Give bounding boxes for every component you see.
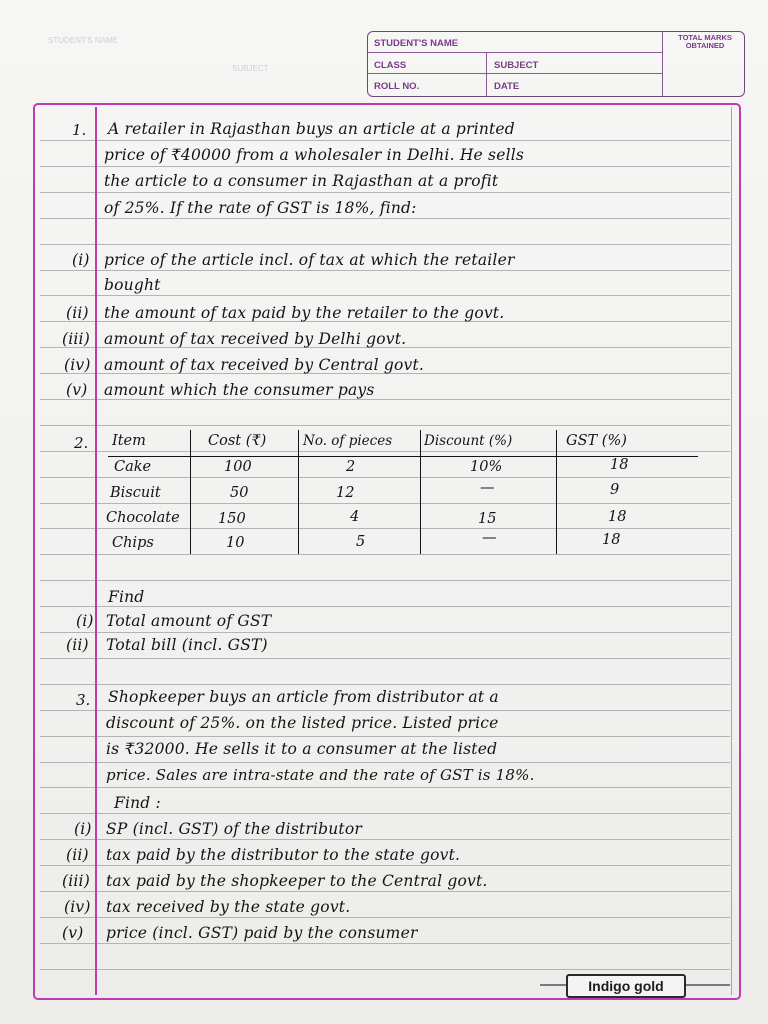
question-3-part: price (incl. GST) paid by the consumer xyxy=(106,924,418,942)
table-cell: 18 xyxy=(608,509,627,525)
table-header: No. of pieces xyxy=(303,433,393,449)
table-cell: 150 xyxy=(218,511,246,527)
table-cell: 10 xyxy=(226,535,245,551)
table-col-divider xyxy=(420,430,421,554)
question-2-part: Total bill (incl. GST) xyxy=(106,636,268,654)
table-col-divider xyxy=(298,430,299,554)
question-1-part: bought xyxy=(104,276,161,294)
student-header-box xyxy=(367,31,745,97)
question-3-part: SP (incl. GST) of the distributor xyxy=(106,820,362,838)
table-cell: 18 xyxy=(602,532,621,548)
find-label: Find xyxy=(108,588,145,606)
brand-line xyxy=(540,984,566,986)
table-cell: 5 xyxy=(356,534,366,550)
faint-bleed-text: STUDENT'S NAME xyxy=(48,36,118,45)
header-divider xyxy=(368,73,662,74)
table-header: Item xyxy=(112,433,146,449)
header-divider xyxy=(486,53,487,96)
table-header: Discount (%) xyxy=(424,433,513,449)
date-label: DATE xyxy=(494,81,520,92)
table-cell: Cake xyxy=(114,459,152,475)
question-1-part: the amount of tax paid by the retailer to the govt. xyxy=(104,304,505,322)
table-cell: — xyxy=(480,480,495,496)
question-3-line: Shopkeeper buys an article from distributor at a xyxy=(108,688,499,706)
margin-line xyxy=(95,107,97,995)
table-col-divider xyxy=(190,430,191,554)
question-3-part: tax paid by the shopkeeper to the Central govt. xyxy=(106,872,488,890)
brand-line xyxy=(682,984,730,986)
question-number: 3. xyxy=(76,691,91,709)
question-3-line: price. Sales are intra-state and the rate of GST is 18%. xyxy=(106,766,535,784)
question-3-part: tax received by the state govt. xyxy=(106,898,351,916)
part-label: (v) xyxy=(62,924,84,942)
question-1-part: price of the article incl. of tax at which the retailer xyxy=(104,251,515,269)
student-name-label: STUDENT'S NAME xyxy=(374,38,459,49)
table-cell: — xyxy=(482,530,497,546)
table-cell: Biscuit xyxy=(110,485,161,501)
part-label: (iii) xyxy=(62,330,90,348)
part-label: (iv) xyxy=(64,898,91,916)
header-divider xyxy=(368,52,662,53)
question-3-line: discount of 25%. on the listed price. Listed price xyxy=(106,714,499,732)
notebook-brand-logo: Indigo gold xyxy=(566,974,686,998)
find-label: Find : xyxy=(114,794,161,812)
table-cell: Chips xyxy=(112,535,154,551)
total-marks-label: TOTAL MARKS OBTAINED xyxy=(678,33,732,50)
header-divider xyxy=(662,32,663,96)
part-label: (ii) xyxy=(66,636,89,654)
question-2-part: Total amount of GST xyxy=(106,612,272,630)
table-cell: 50 xyxy=(230,485,249,501)
question-1-line: the article to a consumer in Rajasthan at a profit xyxy=(104,172,499,190)
part-label: (i) xyxy=(76,612,94,630)
table-cell: Chocolate xyxy=(106,510,180,526)
part-label: (ii) xyxy=(66,304,89,322)
right-margin-line xyxy=(731,107,732,995)
part-label: (v) xyxy=(66,381,88,399)
subject-label: SUBJECT xyxy=(494,60,539,71)
question-3-part: tax paid by the distributor to the state govt. xyxy=(106,846,461,864)
part-label: (i) xyxy=(74,820,92,838)
faint-bleed-text: SUBJECT xyxy=(232,64,269,73)
question-1-line: price of ₹40000 from a wholesaler in Delhi. He sells xyxy=(104,146,525,164)
table-cell: 12 xyxy=(336,485,355,501)
part-label: (iii) xyxy=(62,872,90,890)
question-number: 2. xyxy=(74,434,89,452)
table-cell: 2 xyxy=(346,459,356,475)
page-border xyxy=(33,103,741,1000)
table-cell: 10% xyxy=(470,459,503,475)
roll-no-label: ROLL NO. xyxy=(374,81,420,92)
question-number: 1. xyxy=(72,121,87,139)
table-header: GST (%) xyxy=(566,433,627,449)
table-cell: 100 xyxy=(224,459,252,475)
part-label: (i) xyxy=(72,251,90,269)
question-1-line: A retailer in Rajasthan buys an article at a printed xyxy=(108,120,515,138)
class-label: CLASS xyxy=(374,60,407,71)
question-1-part: amount of tax received by Delhi govt. xyxy=(104,330,407,348)
part-label: (ii) xyxy=(66,846,89,864)
table-header: Cost (₹) xyxy=(208,433,267,449)
table-cell: 18 xyxy=(610,457,629,473)
table-cell: 15 xyxy=(478,511,497,527)
question-1-part: amount of tax received by Central govt. xyxy=(104,356,425,374)
table-col-divider xyxy=(556,430,557,554)
part-label: (iv) xyxy=(64,356,91,374)
question-3-line: is ₹32000. He sells it to a consumer at the listed xyxy=(106,740,498,758)
table-cell: 4 xyxy=(350,509,360,525)
table-cell: 9 xyxy=(610,482,620,498)
question-1-part: amount which the consumer pays xyxy=(104,381,375,399)
question-1-line: of 25%. If the rate of GST is 18%, find: xyxy=(104,199,417,217)
